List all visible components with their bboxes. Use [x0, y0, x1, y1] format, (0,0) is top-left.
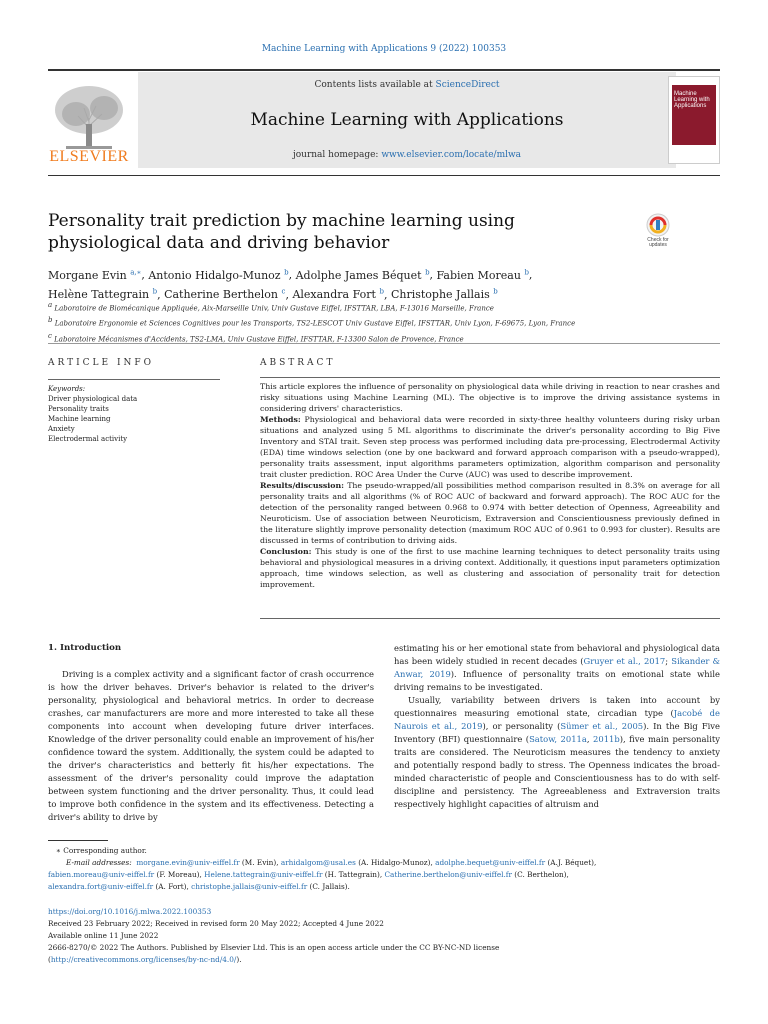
email-owner: (A.J. Béquet),	[545, 858, 597, 867]
email-addresses-continued	[48, 869, 728, 881]
affiliations	[48, 299, 728, 345]
author-name: Morgane Evin	[48, 268, 127, 282]
text-span: ). Influence of personality traits on emotional state while driving remains to be investigated.	[394, 669, 721, 692]
email-link[interactable]: adolphe.bequet@univ-eiffel.fr	[435, 858, 546, 867]
contents-line	[138, 80, 676, 90]
author-affiliation-mark[interactable]: c	[281, 287, 286, 296]
affiliation	[48, 299, 728, 314]
keyword: Anxiety	[48, 425, 75, 433]
text-span: Usually, variability between drivers is taken into account by questionnaires measuring emotional state, circadian type (	[394, 695, 720, 718]
abstract-bottom-rule	[260, 618, 720, 619]
check-updates-icon	[638, 212, 678, 238]
results-text: The pseudo-wrapped/all possibilities method comparison resulted in 8.3% on average for all personality traits and all algorithms (% of ROC AUC of backward and forward approach). The ROC AUC for the detection of the personality ranged between 0.968 to 0.974 with better detection of Openness, Agreeability and Neuroticism. Use of association between Neuroticism, Extraversion and Conscientiousness previously defined in the literature slightly improve personality detection (maximum ROC AUC of 0.961 to 0.993 for cluster). Results are discussed in terms of contribution to driving aids.	[260, 481, 720, 545]
available-online: Available online 11 June 2022	[48, 931, 159, 940]
affiliation-text: Laboratoire Mécanismes d'Accidents, TS2-LMA, Univ Gustave Eiffel, IFSTTAR, F-13300 Salon de Provence, France	[54, 334, 464, 343]
conclusion-label: Conclusion:	[260, 547, 312, 556]
methods-text: Physiological and behavioral data were recorded in sixty-three healthy volunteers during risky urban situations and analyzed using 5 ML algorithms to discriminate the driver's personality according to Big Five Inventory and STAI trait. Seven step process was performed including data pre-processing, Electrodermal Activity (EDA) time windows selection (one by one backward and forward approach comparison with a pseudo-wrapped), personality traits assessment, input algorithms parameters optimization, algorithm comparison and personality trait cluster prediction. ROC Area Under the Curve (AUC) was used to describe improvement.	[260, 415, 720, 479]
author-name: Adolphe James Béquet	[295, 268, 422, 282]
affiliation	[48, 314, 728, 329]
email-owner: (M. Evin),	[239, 858, 281, 867]
email-link[interactable]: morgane.evin@univ-eiffel.fr	[136, 858, 240, 867]
intro-paragraph: Driving is a complex activity and a significant factor of crash occurrence is how the driver behaves. Driver's behavior is related to the driver's personality, physiological and behavioral metrics. In order to decrease crashes, car manufacturers are more and more interested to take all these components into account when developing future driver interfaces. Knowledge of the driver personality could enable an improvement of his/her confidence toward the system. Additionally, the system could be adapted to the driver's characteristics and betterly fit his/her expectations. The assessment of the driver's personality could improve the adaptation between system functioning and the driver personality. Thus, it could lead to improve both confidence in the system and its effectiveness. Detecting a driver's ability to drive by	[48, 669, 374, 822]
check-updates-label: Check for updates	[647, 237, 669, 248]
email-owner: (C. Berthelon),	[511, 870, 569, 879]
abstract-rule	[260, 377, 720, 378]
author-name: Alexandra Fort	[292, 288, 376, 302]
author[interactable]	[148, 269, 288, 282]
abstract-heading: ABSTRACT	[260, 358, 336, 368]
intro-paragraph	[394, 694, 720, 811]
text-span: ), or personality (	[482, 721, 561, 731]
text-span: ,	[586, 734, 594, 744]
author[interactable]	[437, 269, 529, 282]
publication-info	[48, 906, 728, 966]
section-rule	[48, 343, 720, 344]
email-link[interactable]: christophe.jallais@univ-eiffel.fr	[191, 882, 308, 891]
homepage-prefix: journal homepage:	[292, 150, 382, 160]
paper-title: Personality trait prediction by machine learning using physiological data and driving behavior	[48, 211, 515, 253]
body-right-column	[394, 642, 720, 811]
license-link[interactable]: http://creativecommons.org/licenses/by-nc-nd/4.0/	[50, 955, 237, 964]
paren-open: (	[48, 955, 51, 964]
homepage-line	[138, 150, 676, 160]
author-affiliation-mark[interactable]: b	[152, 287, 158, 296]
abstract-results	[260, 480, 720, 546]
affiliation-mark: a	[48, 301, 53, 309]
citation-link[interactable]: Sümer et al., 2005	[560, 721, 644, 731]
keywords-label: Keywords:	[48, 385, 86, 393]
author-name: Antonio Hidalgo-Munoz	[148, 268, 281, 282]
author-name: Christophe Jallais	[390, 288, 490, 302]
abstract-body	[260, 381, 720, 590]
sciencedirect-link[interactable]: ScienceDirect	[435, 80, 500, 90]
article-info-rule	[48, 379, 220, 380]
text-span: ). In the Big Five Inventory (BFI) questionnaire (	[394, 721, 720, 744]
results-label: Results/discussion:	[260, 481, 345, 490]
license-link-line	[48, 954, 728, 966]
journal-cover-thumbnail	[668, 76, 720, 164]
footnotes	[48, 845, 728, 893]
text-span: estimating his or her emotional state from behavioral and physiological data has been widely studied in recent decades (	[394, 643, 720, 666]
article-info-heading: ARTICLE INFO	[48, 358, 155, 368]
affiliation-text: Laboratoire de Biomécanique Appliquée, Aix-Marseille Univ, Univ Gustave Eiffel, IFSTTAR, LBA, F-13016 Marseille, France	[54, 304, 494, 313]
keywords-block	[48, 384, 220, 444]
keyword: Driver physiological data	[48, 395, 138, 403]
corresponding-author-note: ∗ Corresponding author.	[56, 846, 147, 855]
email-label: E-mail addresses:	[66, 858, 132, 867]
citation-link[interactable]: 2011b	[593, 734, 620, 744]
email-owner: (A. Fort),	[153, 882, 192, 891]
masthead-top-rule	[48, 69, 720, 71]
author-list: Morgane Evin $^{a,∗}$, Antonio Hidalgo-Munoz $^b$, Adolphe James Béquet $^b$, Fabien Moreau $^b$, Helène Tattegrain $^b$, Catherine Berthelon $^c$, Alexandra Fort $^b$, Christophe Jallais $^b$	[48, 268, 533, 302]
email-link[interactable]: arhidalgom@usal.es	[280, 858, 356, 867]
body-left-column	[48, 642, 374, 824]
affiliation-mark: c	[48, 331, 52, 340]
email-owner: (F. Moreau),	[154, 870, 205, 879]
journal-homepage-link[interactable]: www.elsevier.com/locate/mlwa	[381, 150, 522, 160]
email-owner: (C. Jallais).	[307, 882, 350, 891]
contents-prefix: Contents lists available at	[314, 80, 436, 90]
email-addresses-continued	[48, 881, 728, 893]
affiliation-text: Laboratoire Ergonomie et Sciences Cognitives pour les Transports, TS2-LESCOT Univ Gustave Eiffel, IFSTTAR, Univ Lyon, F-69675, Lyon, France	[54, 319, 576, 328]
author-affiliation-mark[interactable]: b	[524, 268, 529, 276]
author[interactable]	[296, 269, 430, 282]
affiliation-mark: b	[48, 316, 53, 325]
author-name: Catherine Berthelon	[164, 288, 279, 302]
journal-masthead	[48, 72, 720, 168]
paren-close: ).	[236, 955, 242, 964]
intro-paragraph	[394, 642, 720, 694]
elsevier-wordmark: ELSEVIER	[49, 148, 129, 165]
email-link[interactable]: Helene.tattegrain@univ-eiffel.fr	[204, 870, 323, 879]
email-owner: (H. Tattegrain),	[322, 870, 385, 879]
citation-link[interactable]: Satow, 2011a	[529, 734, 587, 744]
email-link[interactable]: fabien.moreau@univ-eiffel.fr	[48, 870, 155, 879]
masthead-banner	[138, 72, 676, 168]
citation-link[interactable]: Jacobé de Naurois et al., 2019	[394, 708, 720, 731]
license-statement: 2666-8270/© 2022 The Authors. Published by Elsevier Ltd. This is an open access article under the CC BY-NC-ND license	[48, 943, 500, 952]
author-affiliation-mark[interactable]: a,∗	[130, 268, 142, 276]
author[interactable]	[48, 269, 141, 282]
author-name: Helène Tattegrain	[48, 288, 150, 302]
cover-title: Machine Learning with Applications	[674, 91, 710, 109]
masthead-bottom-rule	[48, 175, 720, 176]
email-link[interactable]: alexandra.fort@univ-eiffel.fr	[48, 882, 154, 891]
abstract-intro: This article explores the influence of personality on physiological data while driving in reaction to near crashes and risky situations using Machine Learning (ML). The objective is to improve the driving assistance systems in considering drivers' characteristics.	[260, 382, 720, 413]
author-affiliation-mark[interactable]: b	[493, 287, 498, 296]
check-for-updates-badge[interactable]	[638, 212, 678, 258]
introduction-heading: 1. Introduction	[48, 643, 122, 653]
keyword: Machine learning	[48, 415, 111, 423]
footnote-rule	[48, 840, 108, 841]
keyword: Electrodermal activity	[48, 435, 128, 443]
citation-link[interactable]: Sikander & Anwar, 2019	[394, 656, 720, 679]
methods-label: Methods:	[260, 415, 301, 424]
cover-band	[672, 85, 716, 145]
conclusion-text: This study is one of the first to use machine learning techniques to detect personality traits using behavioral and physiological measures in a driving context. Additionally, it questions input parameters optimization approach, time windows selection, as well as clustering and association of personality trait for detection improvement.	[260, 547, 720, 589]
author-affiliation-mark[interactable]: b	[379, 287, 384, 296]
journal-title: Machine Learning with Applications	[250, 110, 564, 130]
email-owner: (A. Hidalgo-Munoz),	[355, 858, 436, 867]
text-span: ), five main personality traits are considered. The Neuroticism measures the tendency to anxiety and potentially respond badly to stress. The Openness indicates the broad-minded characteristic of people and Conscientiousness has to do with self-discipline and persistency. The Agreeableness and Extraversion traits respectively highlight capacities of altruism and	[394, 734, 720, 809]
journal-reference-link[interactable]: Machine Learning with Applications 9 (2022) 100353	[261, 44, 507, 54]
email-addresses	[48, 857, 728, 869]
keyword: Personality traits	[48, 405, 109, 413]
received-dates: Received 23 February 2022; Received in revised form 20 May 2022; Accepted 4 June 2022	[48, 919, 384, 928]
citation-link[interactable]: Gruyer et al., 2017	[583, 656, 666, 666]
abstract-conclusion	[260, 546, 720, 590]
doi-link[interactable]: https://doi.org/10.1016/j.mlwa.2022.100353	[48, 907, 212, 916]
author-name: Fabien Moreau	[436, 268, 521, 282]
text-span: ;	[665, 656, 672, 666]
author-affiliation-mark[interactable]: b	[425, 268, 430, 276]
abstract-methods	[260, 414, 720, 480]
email-link[interactable]: Catherine.berthelon@univ-eiffel.fr	[384, 870, 512, 879]
author-affiliation-mark[interactable]: b	[284, 268, 289, 276]
